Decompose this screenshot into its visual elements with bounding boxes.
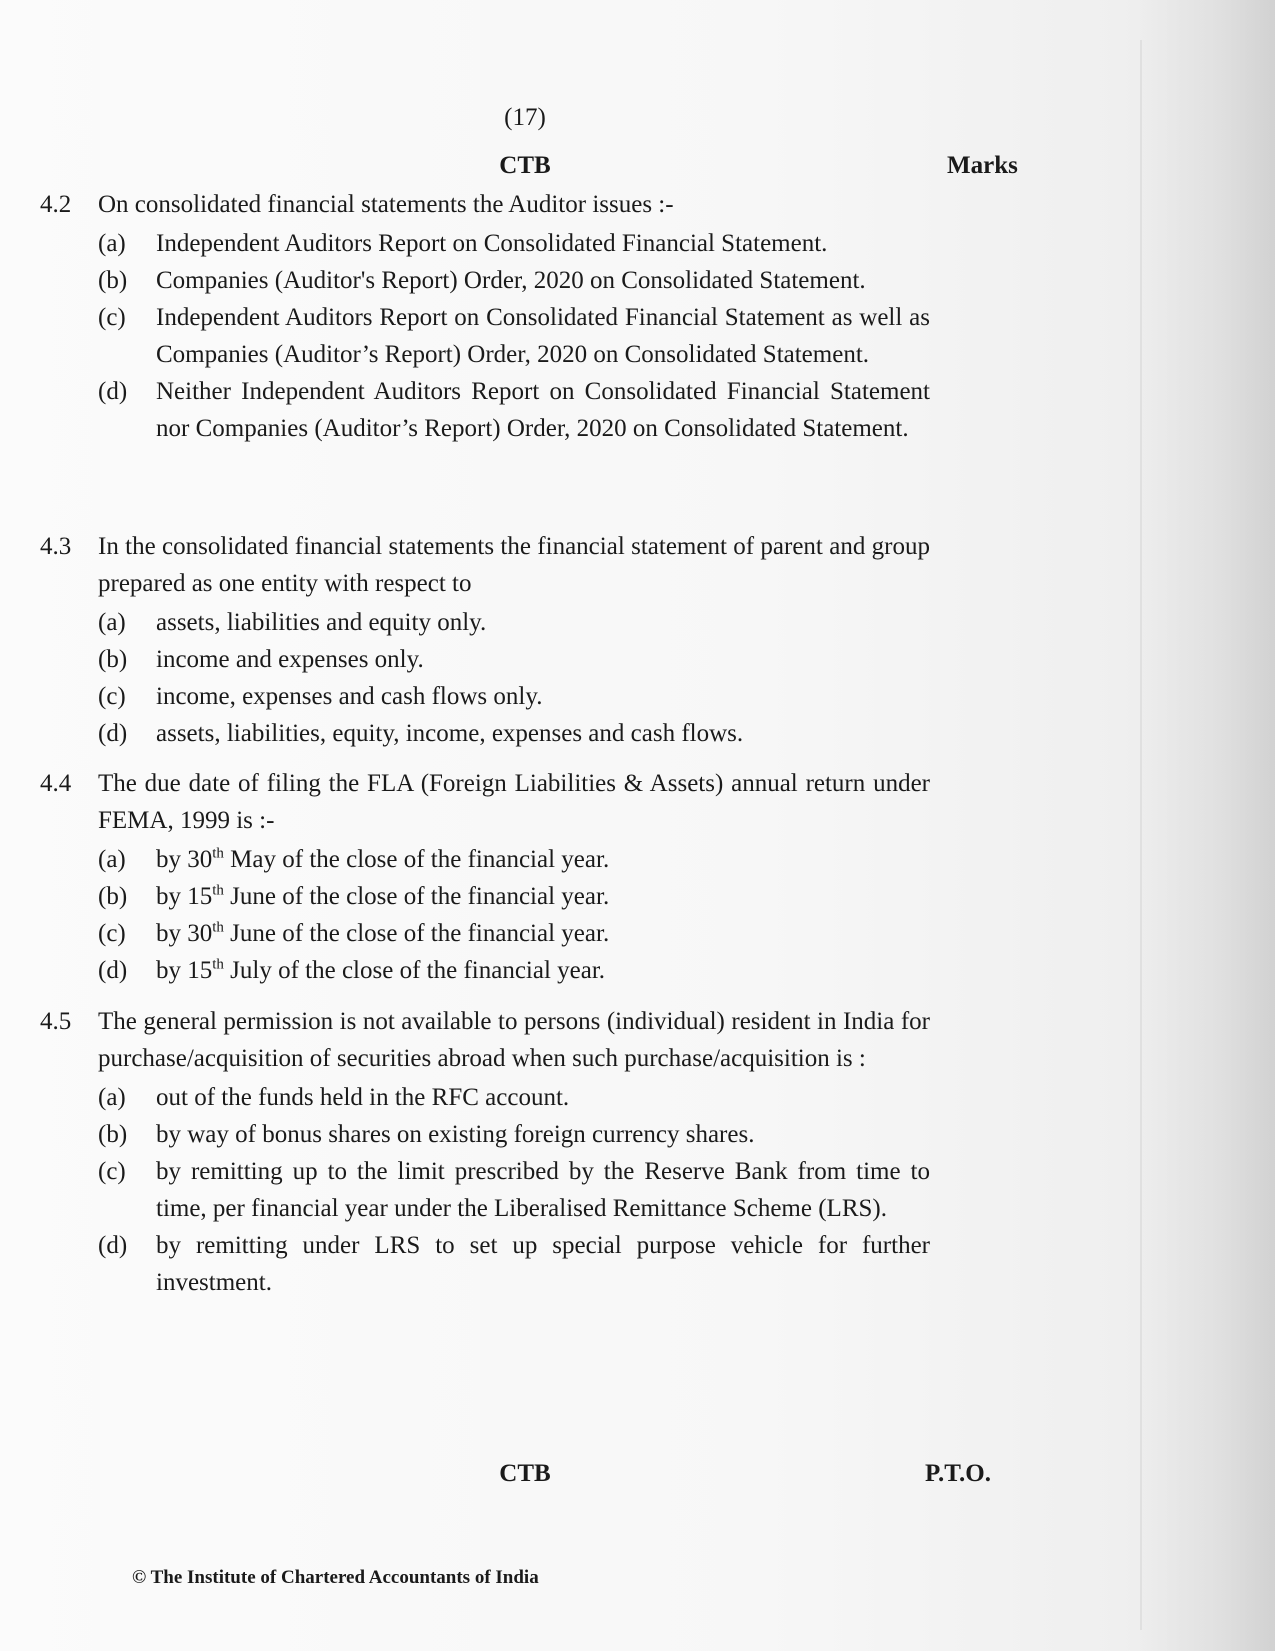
option-text: assets, liabilities, equity, income, expenses and cash flows. [156,720,744,747]
option-label: (a) [98,846,126,873]
option-c [98,1153,930,1227]
option-text: Neither Independent Auditors Report on Consolidated Financial Statement nor Companies (Auditor’s Report) Order, 2020 on Consolidated Statement. [156,378,930,442]
option-text: income and expenses only. [156,646,424,673]
option-label: (b) [98,883,128,910]
option-label: (c) [98,304,126,331]
option-text: by 15th July of the close of the financial year. [156,956,606,984]
question-4-3 [40,528,930,752]
option-text: by way of bonus shares on existing foreign currency shares. [156,1121,755,1148]
please-turn-over: P.T.O. [925,1460,991,1487]
option-label: (b) [98,1121,128,1148]
question-number: 4.2 [40,191,72,218]
question-text: The general permission is not available to persons (individual) resident in India for purchase/acquisition of securities abroad when such purchase/acquisition is : [98,1008,930,1072]
option-text: by 30th June of the close of the financial year. [156,919,610,947]
option-b [98,1116,930,1153]
option-c [98,678,930,715]
option-label: (d) [98,957,128,984]
option-text: out of the funds held in the RFC account. [156,1084,570,1111]
option-d [98,1227,930,1301]
option-list [98,225,930,447]
question-text: The due date of filing the FLA (Foreign Liabilities & Assets) annual return under FEMA, 1999 is :- [98,770,930,834]
option-label: (a) [98,230,126,257]
option-label: (b) [98,646,128,673]
question-4-4 [40,765,930,989]
copyright-notice: © The Institute of Chartered Accountants of India [132,1567,539,1588]
marks-column-header: Marks [947,152,1018,179]
question-4-5 [40,1003,930,1301]
option-text: Independent Auditors Report on Consolidated Financial Statement. [156,230,828,257]
option-label: (b) [98,267,128,294]
option-label: (d) [98,378,128,405]
option-label: (a) [98,1084,126,1111]
option-d [98,952,930,989]
option-label: (c) [98,1158,126,1185]
option-a [98,604,930,641]
option-label: (d) [98,1232,128,1259]
option-label: (d) [98,720,128,747]
option-d [98,373,930,447]
option-list [98,604,930,752]
page-edge-shadow [1135,0,1275,1651]
question-text: On consolidated financial statements the Auditor issues :- [98,191,674,218]
option-c [98,915,930,952]
paper-code-footer: CTB [499,1460,551,1487]
page-number: (17) [504,104,546,131]
option-label: (c) [98,920,126,947]
option-text: by remitting up to the limit prescribed by the Reserve Bank from time to time, per financial year under the Liberalised Remittance Scheme (LRS). [156,1158,930,1222]
option-b [98,878,930,915]
option-label: (a) [98,609,126,636]
option-text: by 30th May of the close of the financial year. [156,845,610,873]
question-number: 4.3 [40,533,72,560]
question-4-2 [40,186,930,447]
page-edge-line [1140,40,1142,1630]
paper-code-header: CTB [499,152,551,179]
option-b [98,262,930,299]
option-text: assets, liabilities and equity only. [156,609,487,636]
option-list [98,841,930,989]
option-d [98,715,930,752]
option-list [98,1079,930,1301]
option-a [98,841,930,878]
question-text: In the consolidated financial statements the financial statement of parent and group prepared as one entity with respect to [98,533,930,597]
option-text: Companies (Auditor's Report) Order, 2020 on Consolidated Statement. [156,267,866,294]
option-a [98,225,930,262]
option-text: by 15th June of the close of the financial year. [156,882,610,910]
option-text: by remitting under LRS to set up special purpose vehicle for further investment. [156,1232,930,1296]
question-number: 4.4 [40,770,72,797]
option-c [98,299,930,373]
question-number: 4.5 [40,1008,72,1035]
option-a [98,1079,930,1116]
option-text: Independent Auditors Report on Consolidated Financial Statement as well as Companies (Auditor’s Report) Order, 2020 on Consolidated Statement. [156,304,930,368]
option-b [98,641,930,678]
option-text: income, expenses and cash flows only. [156,683,543,710]
option-label: (c) [98,683,126,710]
